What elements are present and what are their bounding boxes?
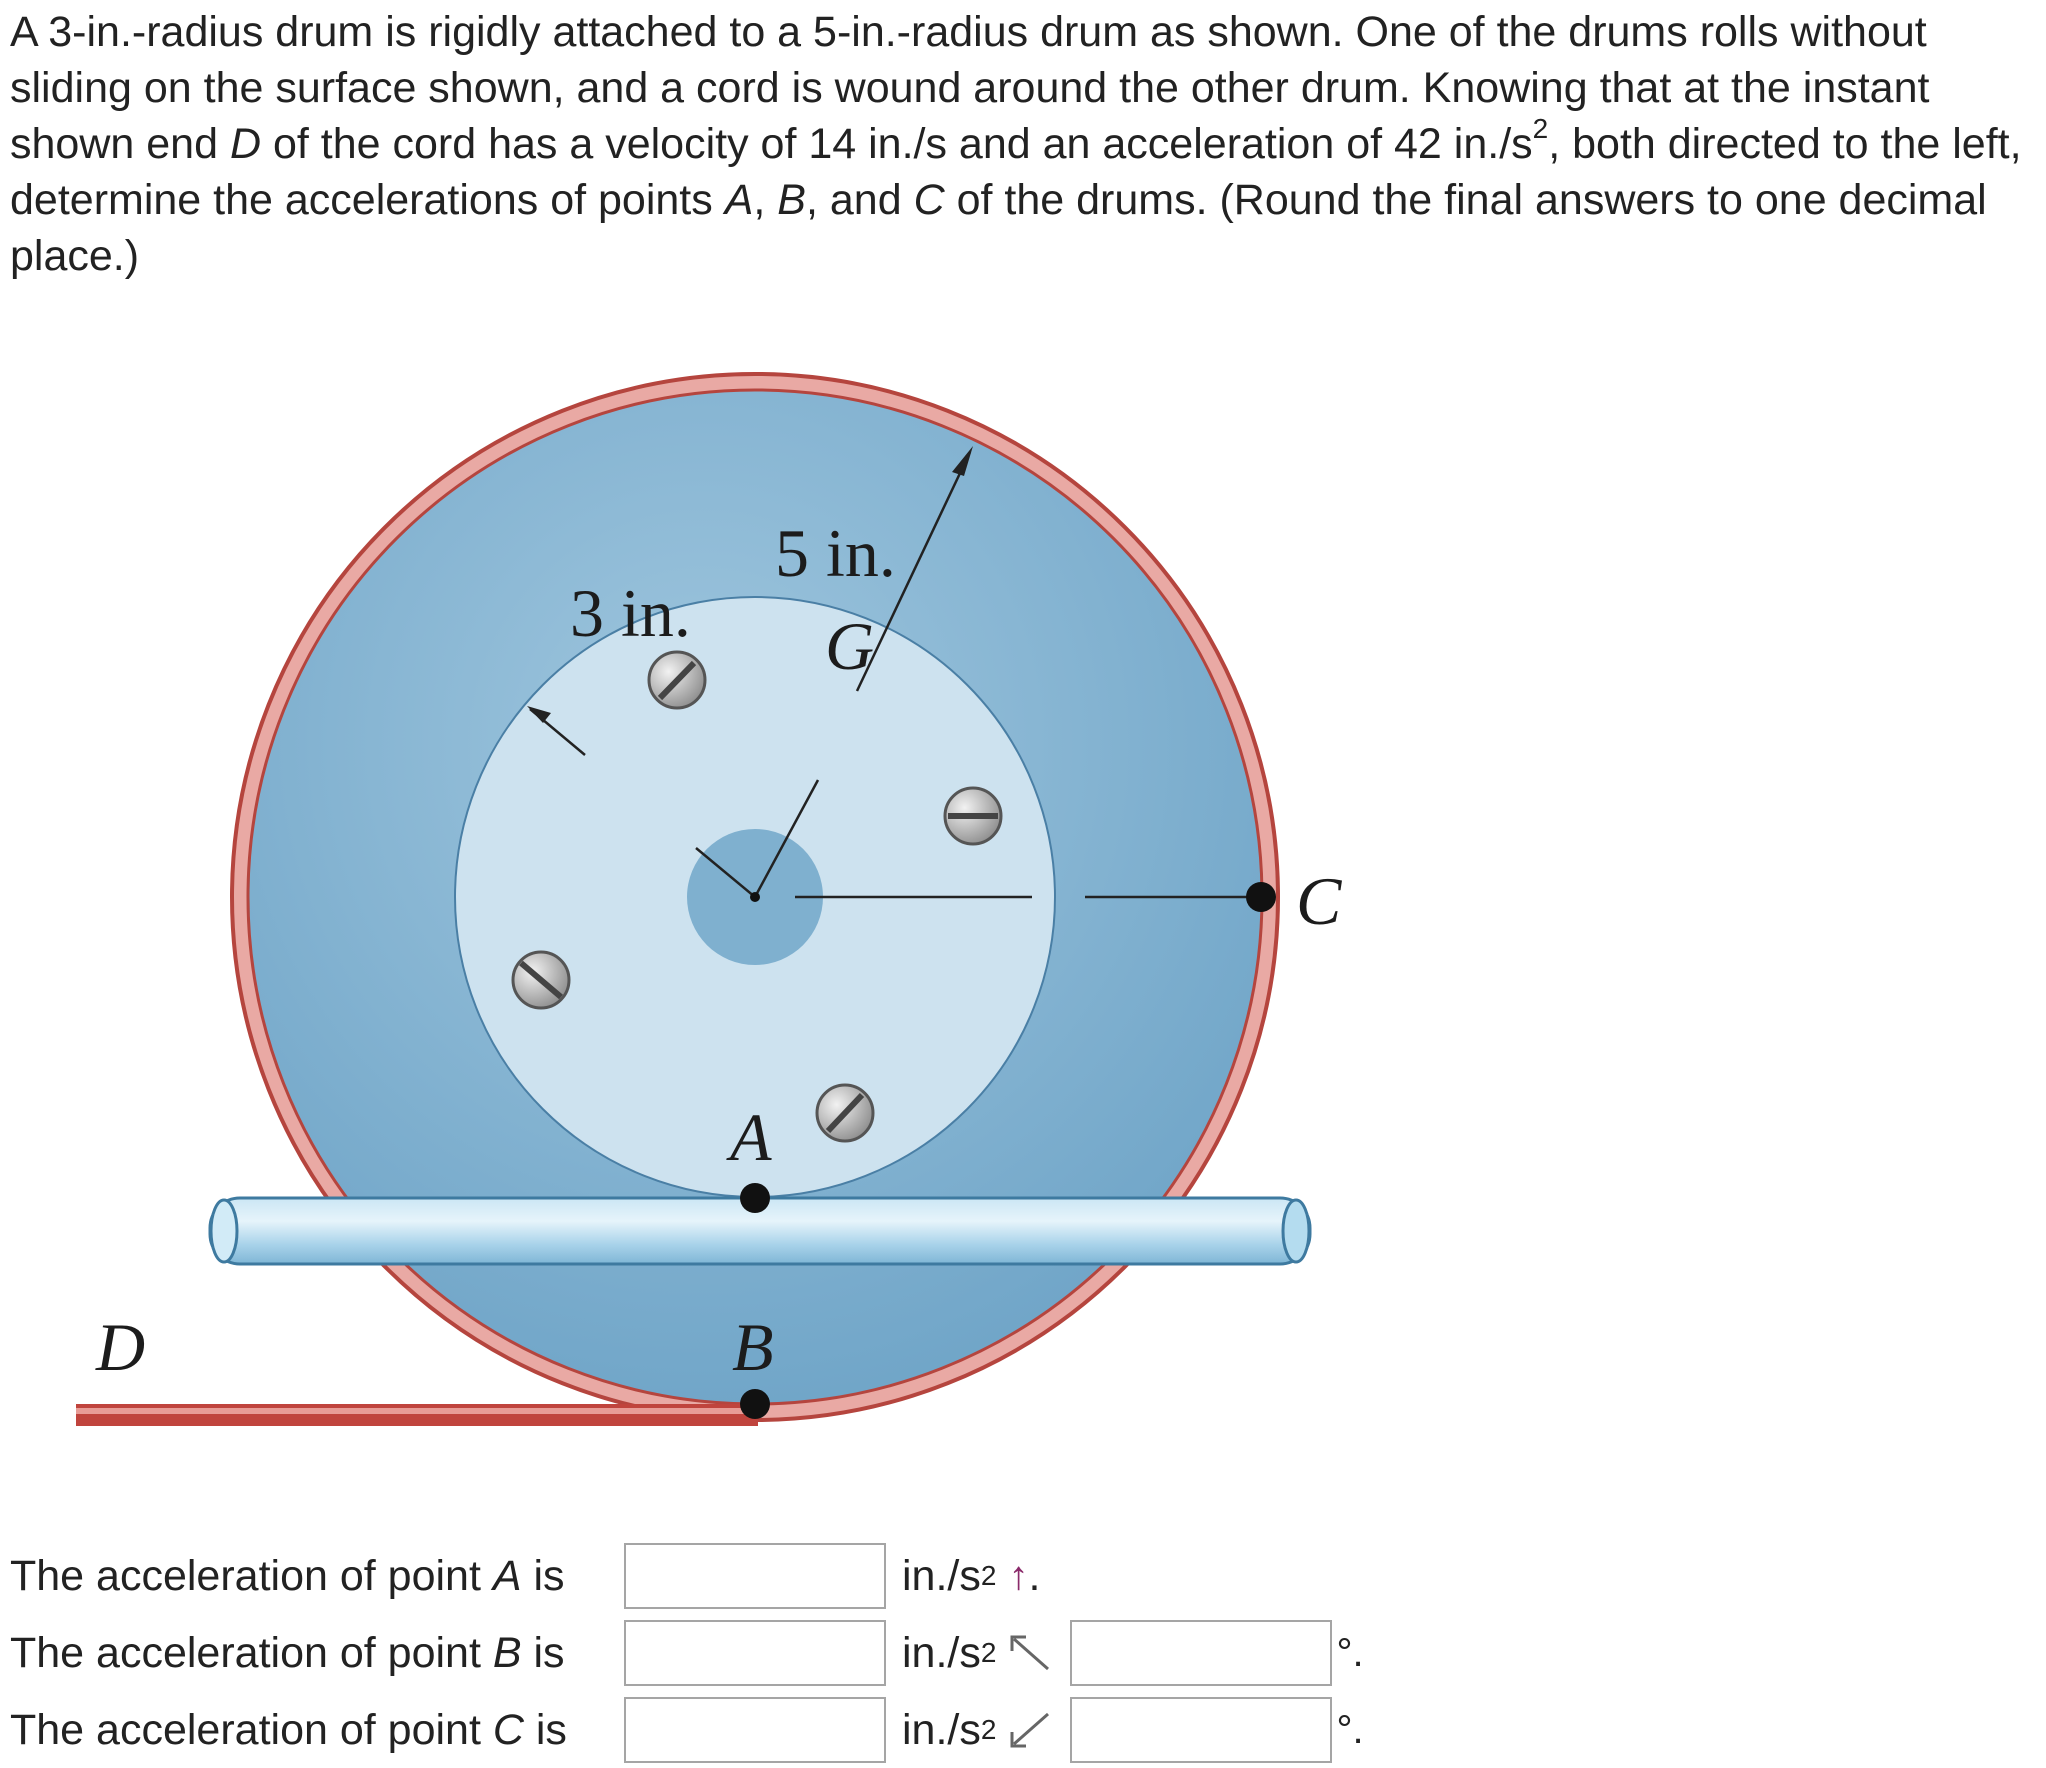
point-a [740,1183,770,1213]
angle-b-unit: °. [1336,1630,1364,1675]
answer-label-b [10,1629,624,1678]
answer-row-c [10,1697,1364,1763]
arrow-down-left-icon [1006,1710,1052,1750]
answer-label-a-var: A [492,1551,522,1600]
label-5in: 5 in. [775,515,896,591]
surface-end [211,1200,237,1262]
var-a: A [724,176,754,224]
answer-label-b-var: B [492,1628,522,1677]
accel-c-input[interactable] [624,1697,886,1763]
accel-c-unit-text: in./s [902,1705,981,1754]
angle-c-unit: °. [1336,1707,1364,1752]
var-b: B [777,176,806,224]
drum-diagram [0,360,1400,1440]
screw-icon [945,788,1001,844]
accel-c-unit: in./s 2 [902,1706,1052,1755]
label-a: A [730,1099,772,1175]
problem-text-4: of the drums. (Round the final answers to one decimal place.) [10,176,1987,280]
label-3in: 3 in. [570,575,691,651]
accel-b-unit: in./s 2 [902,1629,1052,1678]
problem-statement [10,4,2040,284]
accel-a-tail: . [1028,1551,1041,1600]
angle-b-input[interactable] [1070,1620,1332,1686]
answer-label-a [10,1552,624,1601]
answer-label-c [10,1706,624,1755]
accel-b-input[interactable] [624,1620,886,1686]
answer-row-b [10,1620,1364,1686]
answer-label-a-pre: The acceleration of point [10,1551,493,1600]
accel-a-unit-text: in./s [902,1551,981,1600]
answer-label-c-pre: The acceleration of point [10,1705,493,1754]
problem-text-2: of the cord has a velocity of 14 in./s and an acceleration of 42 in./s [261,120,1533,168]
var-d: D [229,120,261,168]
answer-label-b-pre: The acceleration of point [10,1628,493,1677]
problem-text-3: , both directed to the left, determine the accelerations of points [10,120,2022,224]
problem-sep-2: , and [805,176,914,224]
screw-icon [817,1085,873,1141]
var-c: C [913,176,945,224]
point-g [750,892,760,902]
point-b [740,1389,770,1419]
angle-c-input[interactable] [1070,1697,1332,1763]
label-g: G [825,608,875,684]
accel-a-input[interactable] [624,1543,886,1609]
cord [76,1404,758,1426]
accel-b-unit-text: in./s [902,1628,981,1677]
drum-figure [0,360,1400,1440]
label-b: B [732,1309,774,1385]
accel-a-unit: in./s 2 ↑ . [902,1551,1041,1600]
answer-row-a [10,1543,1040,1609]
arrow-up-icon: ↑ [1008,1553,1029,1598]
problem-sup: 2 [1532,113,1549,144]
label-c: C [1296,863,1342,939]
cord-highlight [76,1408,758,1414]
point-c [1246,882,1276,912]
label-d: D [96,1309,146,1385]
problem-sep-1: , [753,176,778,224]
answer-label-a-post: is [521,1551,565,1600]
answer-label-c-var: C [492,1705,524,1754]
answer-label-c-post: is [523,1705,567,1754]
problem-text-1: A 3-in.-radius drum is rigidly attached to a 5-in.-radius drum as shown. One of the drums rolls without sliding on the surface shown, and a cord is wound around the other drum. Knowing that at the instant shown end [10,8,1930,168]
surface-end [1283,1200,1309,1262]
arrow-up-left-icon [1006,1633,1052,1673]
answer-label-b-post: is [521,1628,565,1677]
screw-icon [649,652,705,708]
screw-icon [513,952,569,1008]
